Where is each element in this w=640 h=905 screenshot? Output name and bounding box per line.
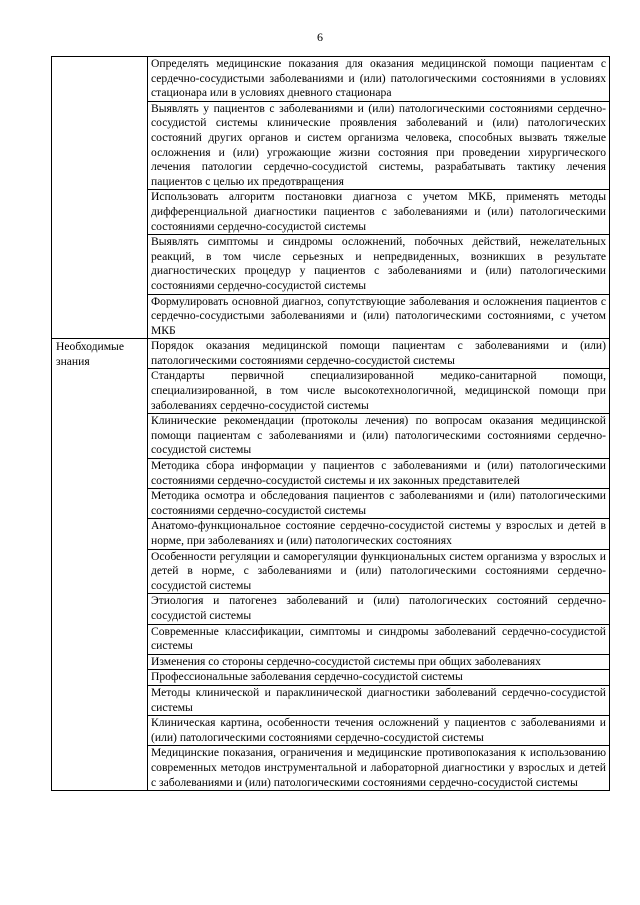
table-cell: Формулировать основной диагноз, сопутствующие заболевания и осложнения пациентов с сердечно-сосудистыми заболеваниями и (или) патологическими состояниями, с учетом МКБ bbox=[148, 294, 610, 339]
table-cell: Методика осмотра и обследования пациентов с заболеваниями и (или) патологическими состояниями сердечно-сосудистой системы bbox=[148, 489, 610, 519]
table-cell: Методика сбора информации у пациентов с заболеваниями и (или) патологическими состояниями сердечно-сосудистой системы и их законных представителей bbox=[148, 459, 610, 489]
table-cell: Профессиональные заболевания сердечно-сосудистой системы bbox=[148, 670, 610, 686]
table-cell: Использовать алгоритм постановки диагноза с учетом МКБ, применять методы дифференциальной диагностики пациентов с заболеваниями и (или) патологическими состояниями сердечно-сосудистой системы bbox=[148, 190, 610, 235]
table-row bbox=[52, 57, 610, 102]
table-cell: Стандарты первичной специализированной медико-санитарной помощи, специализированной, в том числе высокотехнологичной, медицинской помощи при заболеваниях сердечно-сосудистой системы bbox=[148, 369, 610, 414]
table-cell: Клиническая картина, особенности течения осложнений у пациентов с заболеваниями и (или) патологическими состояниями сердечно-сосудистой системы bbox=[148, 716, 610, 746]
table-cell: Определять медицинские показания для оказания медицинской помощи пациентам с сердечно-сосудистыми заболеваниями и (или) патологическими состояниями в условиях стационара или в условиях дневного стационара bbox=[148, 57, 610, 102]
table-cell: Медицинские показания, ограничения и медицинские противопоказания к использованию современных методов инструментальной и лабораторной диагностики у взрослых и детей с заболеваниями и (или) патологическими состояниями сердечно-сосудистой системы bbox=[148, 746, 610, 791]
table-cell: Современные классификации, симптомы и синдромы заболеваний сердечно-сосудистой системы bbox=[148, 624, 610, 654]
table-cell: Выявлять симптомы и синдромы осложнений, побочных действий, нежелательных реакций, в том числе серьезных и непредвиденных, возникших в результате диагностических процедур у пациентов с заболеваниями и (или) патологическими состояниями сердечно-сосудистой системы bbox=[148, 235, 610, 294]
table-cell: Особенности регуляции и саморегуляции функциональных систем организма у взрослых и детей в норме, с заболеваниями и (или) патологическими состояниями сердечно-сосудистой системы bbox=[148, 549, 610, 594]
table-cell: Клинические рекомендации (протоколы лечения) по вопросам оказания медицинской помощи пациентам с заболеваниями и (или) патологическими состояниями сердечно-сосудистой системы bbox=[148, 414, 610, 459]
table-row bbox=[52, 339, 610, 369]
table-cell: Порядок оказания медицинской помощи пациентам с заболеваниями и (или) патологическими состояниями сердечно-сосудистой системы bbox=[148, 339, 610, 369]
table-cell: Этиология и патогенез заболеваний и (или) патологических состояний сердечно-сосудистой системы bbox=[148, 594, 610, 624]
requirements-table bbox=[51, 56, 610, 791]
row-label-cell bbox=[52, 57, 148, 339]
table-cell: Изменения со стороны сердечно-сосудистой системы при общих заболеваниях bbox=[148, 654, 610, 670]
table-cell: Методы клинической и параклинической диагностики заболеваний сердечно-сосудистой системы bbox=[148, 685, 610, 715]
table-cell: Анатомо-функциональное состояние сердечно-сосудистой системы у взрослых и детей в норме, при заболеваниях и (или) патологических состояниях bbox=[148, 519, 610, 549]
row-label-cell: Необходимые знания bbox=[52, 339, 148, 791]
page-number: 6 bbox=[317, 30, 323, 44]
table-cell: Выявлять у пациентов с заболеваниями и (или) патологическими состояниями сердечно-сосудистой системы клинические проявления заболеваний и (или) патологических состояний других органов и систем организма человека, способных вызвать тяжелые осложнения и (или) угрожающие жизни состояния при проведении хирургического лечения патологии сердечно-сосудистой системы, разрабатывать тактику лечения пациентов с целью их предотвращения bbox=[148, 101, 610, 190]
